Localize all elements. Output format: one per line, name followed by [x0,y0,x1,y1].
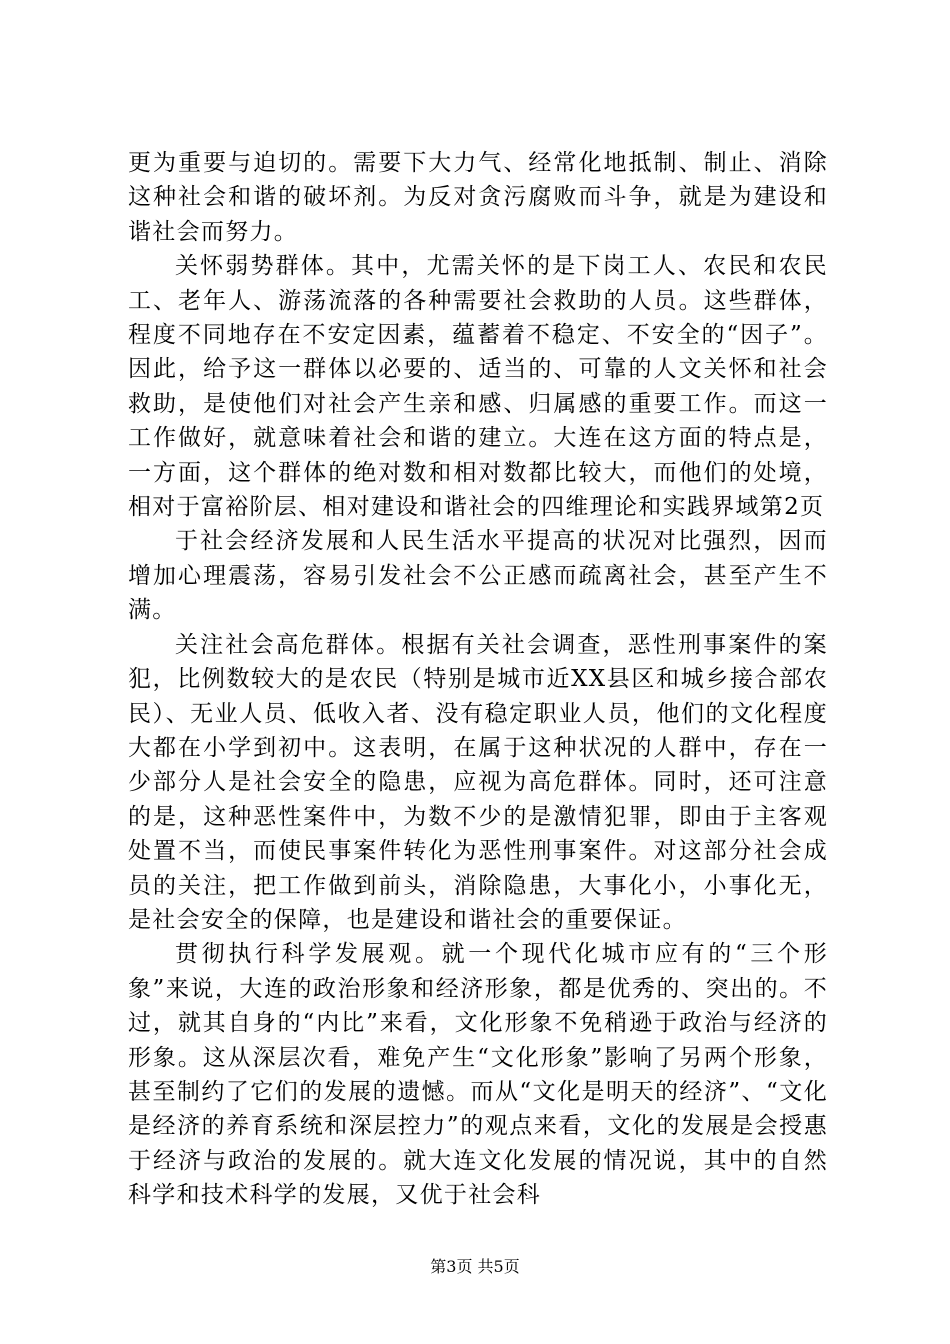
paragraph-high-risk-groups: 关注社会高危群体。根据有关社会调查，恶性刑事案件的案犯，比例数较大的是农民（特别是城市近XX县区和城乡接合部农民）、无业人员、低收入者、没有稳定职业人员，他们的文化程度大都在小学到初中。这表明，在属于这种状况的人群中，存在一少部分人是社会安全的隐患，应视为高危群体。同时，还可注意的是，这种恶性案件中，为数不少的是激情犯罪，即由于主客观处置不当，而使民事案件转化为恶性刑事案件。对这部分社会成员的关注，把工作做到前头，消除隐患，大事化小，小事化无，是社会安全的保障，也是建设和谐社会的重要保证。 [128,631,828,933]
paragraph-continuation: 更为重要与迫切的。需要下大力气、经常化地抵制、制止、消除这种社会和谐的破坏剂。为反对贪污腐败而斗争，就是为建设和谐社会而努力。 [128,150,828,245]
body-text [128,146,828,1213]
page-number-footer: 第3页 共5页 [430,1257,520,1276]
paragraph-contrast: 于社会经济发展和人民生活水平提高的状况对比强烈，因而增加心理震荡，容易引发社会不公正感而疏离社会，甚至产生不满。 [128,528,828,624]
paragraph-vulnerable-groups: 关怀弱势群体。其中，尤需关怀的是下岗工人、农民和农民工、老年人、游荡流落的各种需要社会救助的人员。这些群体，程度不同地存在不安定因素，蕴蓄着不稳定、不安全的“因子”。因此，给予这一群体以必要的、适当的、可靠的人文关怀和社会救助，是使他们对社会产生亲和感、归属感的重要工作。而这一工作做好，就意味着社会和谐的建立。大连在这方面的特点是，一方面，这个群体的绝对数和相对数都比较大，而他们的处境，相对于富裕阶层、相对建设和谐社会的四维理论和实践界域第2页 [128,253,828,521]
paragraph-scientific-development: 贯彻执行科学发展观。就一个现代化城市应有的“三个形象”来说，大连的政治形象和经济形象，都是优秀的、突出的。不过，就其自身的“内比”来看，文化形象不免稍逊于政治与经济的形象。这从深层次看，难免产生“文化形象”影响了另两个形象，甚至制约了它们的发展的遗憾。而从“文化是明天的经济”、“文化是经济的养育系统和深层控力”的观点来看，文化的发展是会授惠于经济与政治的发展的。就大连文化发展的情况说，其中的自然科学和技术科学的发展，又优于社会科 [128,941,828,1209]
